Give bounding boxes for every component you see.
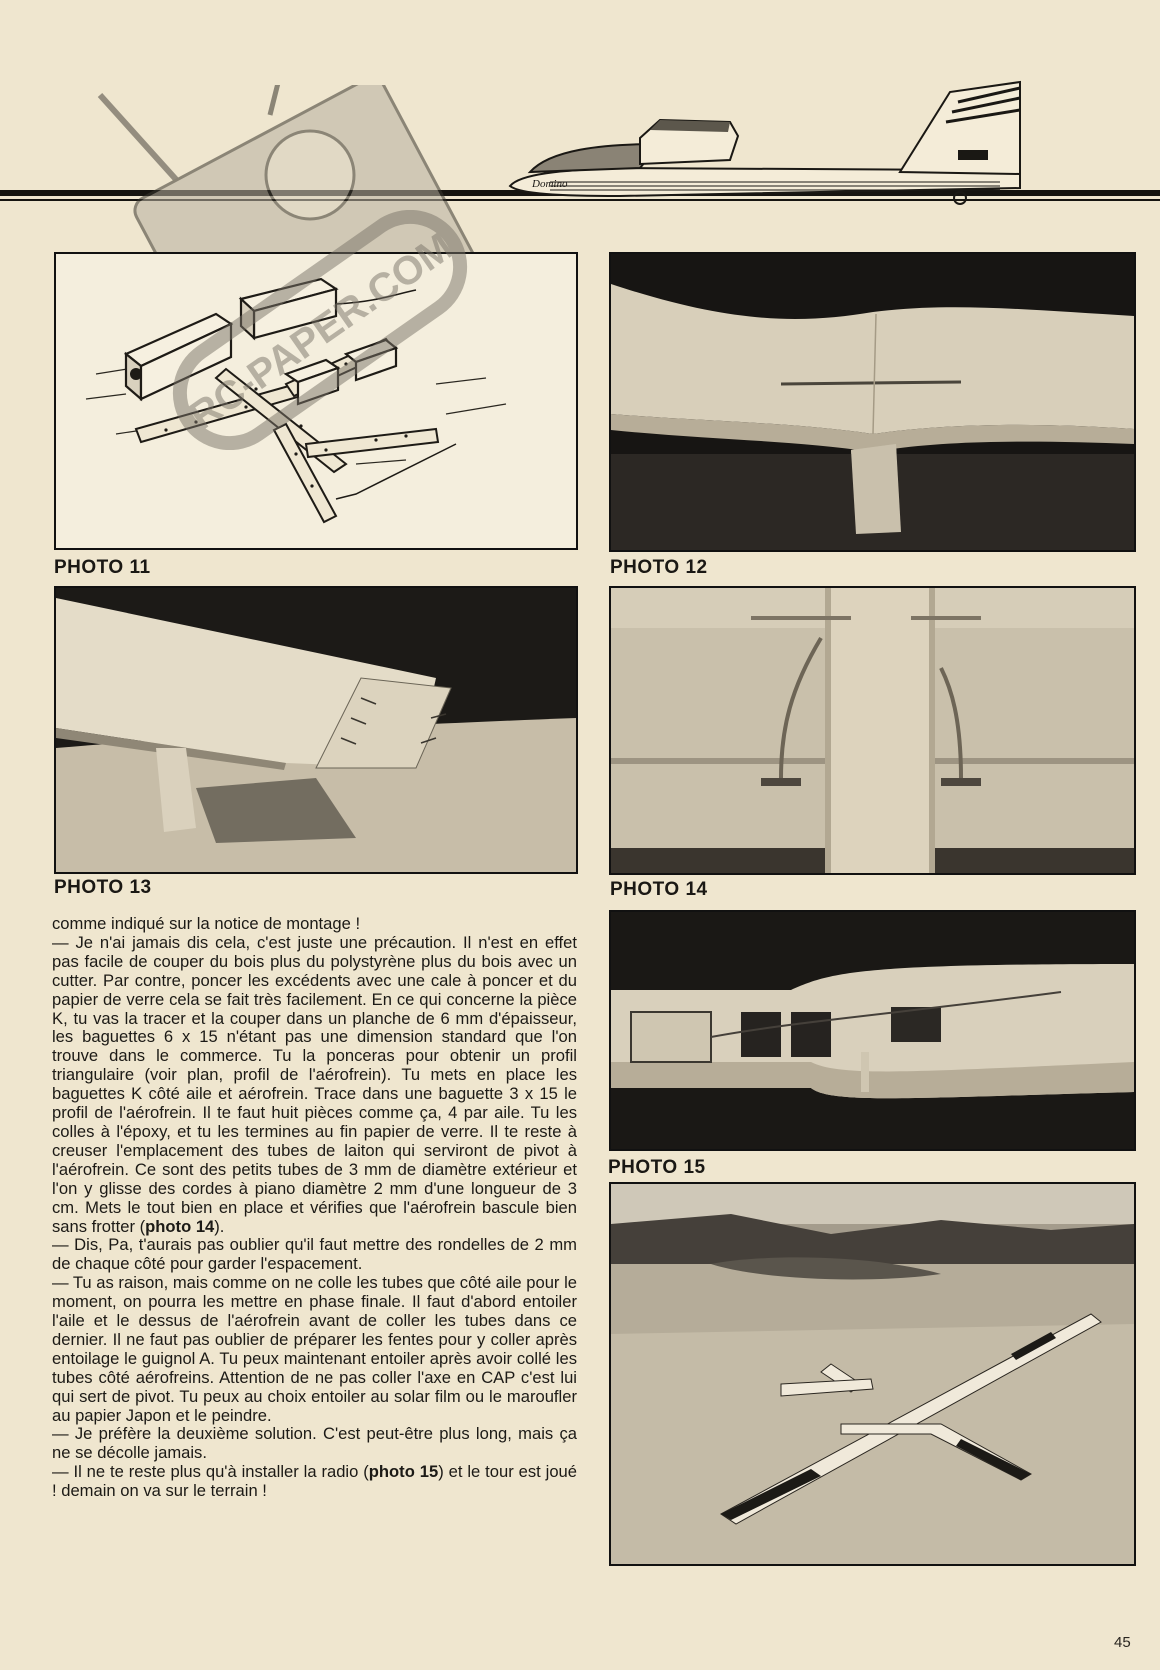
photo-12-caption: PHOTO 12 (610, 557, 708, 578)
article-paragraph: — Je préfère la deuxième solution. C'est peut-être plus long, mais ça ne se décolle jamais. (52, 1424, 577, 1463)
watermark-text: RC-PAPER.COM (181, 224, 461, 439)
article-paragraph: comme indiqué sur la notice de montage ! (52, 914, 361, 933)
article-paragraph: — Dis, Pa, t'aurais pas oublier qu'il faut mettre des rondelles de 2 mm de chaque côté pour garder l'espacement. (52, 1235, 577, 1274)
article-paragraph: — Il ne te reste plus qu'à installer la radio (photo 15) et le tour est joué ! demain on va sur le terrain ! (52, 1462, 578, 1501)
watermark-stamp (150, 210, 490, 450)
photo-glider-field (609, 1182, 1136, 1566)
article-body (52, 915, 577, 1501)
photo-14-caption: PHOTO 14 (610, 879, 708, 900)
article-paragraph: — Tu as raison, mais comme on ne colle les tubes que côté aile pour le moment, on pourra les mettre en phase finale. Il faut d'abord entoiler l'aile et le dessus de l'aérofrein avant de coller les tubes dans ce dernier. Il ne faut pas oublier de préparer les fentes pour y coller après entoilage le guignol A. Tu peux maintenant entoiler après avoir collé les tubes côté aérofreins. Attention de ne pas coller l'axe en CAP c'est lui qui sert de pivot. Tu peux au choix entoiler au solar film ou le maroufler au papier Japon et le peindre. (52, 1273, 577, 1425)
photo-12 (609, 252, 1136, 552)
glider-field-image (611, 1184, 1134, 1564)
photo-13 (54, 586, 578, 874)
article-paragraph: — Je n'ai jamais dis cela, c'est juste une précaution. Il n'est en effet pas facile de couper du bois plus du polystyrène plus du bois avec un cutter. Par contre, poncer les excédents avec une cale à poncer et du papier de verre cela se fait très facilement. En ce qui concerne la pièce K, tu vas la tracer et la couper dans un planche de 6 mm d'épaisseur, les baguettes 6 x 15 n'étant pas une dimension standard que l'on trouve dans le commerce. Tu la ponceras pour obtenir un profil triangulaire (voir plan, profil de l'aérofrein). Tu mets en place les baguettes K côté aile et aérofrein. Trace dans une baguette 3 x 15 le profil de l'aérofrein. Il te faut huit pièces comme ça, 4 par aile. Tu les colles à l'époxy, et tu les termines au fin papier de verre. Il te reste à creuser l'emplacement des tubes de laiton qui serviront de pivot à l'aérofrein. Ce sont des petits tubes de 3 mm de diamètre extérieur et l'on y glisse des cordes à piano diamètre 2 mm d'une longueur de 3 cm. Mets le tout bien en place et vérifies que l'aérofrein bascule bien sans frotter (photo 14). (52, 932, 577, 1236)
photo-15-radio-image (611, 912, 1134, 1149)
photo-reference: photo 15 (368, 1462, 439, 1482)
photo-15-radio (609, 910, 1136, 1151)
glider-name-label: Domino (532, 178, 568, 190)
photo-reference: photo 14 (145, 1216, 215, 1236)
photo-11-caption: PHOTO 11 (54, 557, 151, 578)
photo-14-image (611, 588, 1134, 873)
photo-15-caption: PHOTO 15 (608, 1157, 706, 1178)
glider-illustration (500, 78, 1100, 218)
photo-12-image (611, 254, 1134, 550)
photo-13-image (56, 588, 576, 872)
page-number: 45 (1114, 1634, 1131, 1651)
photo-14 (609, 586, 1136, 875)
photo-13-caption: PHOTO 13 (54, 877, 152, 898)
